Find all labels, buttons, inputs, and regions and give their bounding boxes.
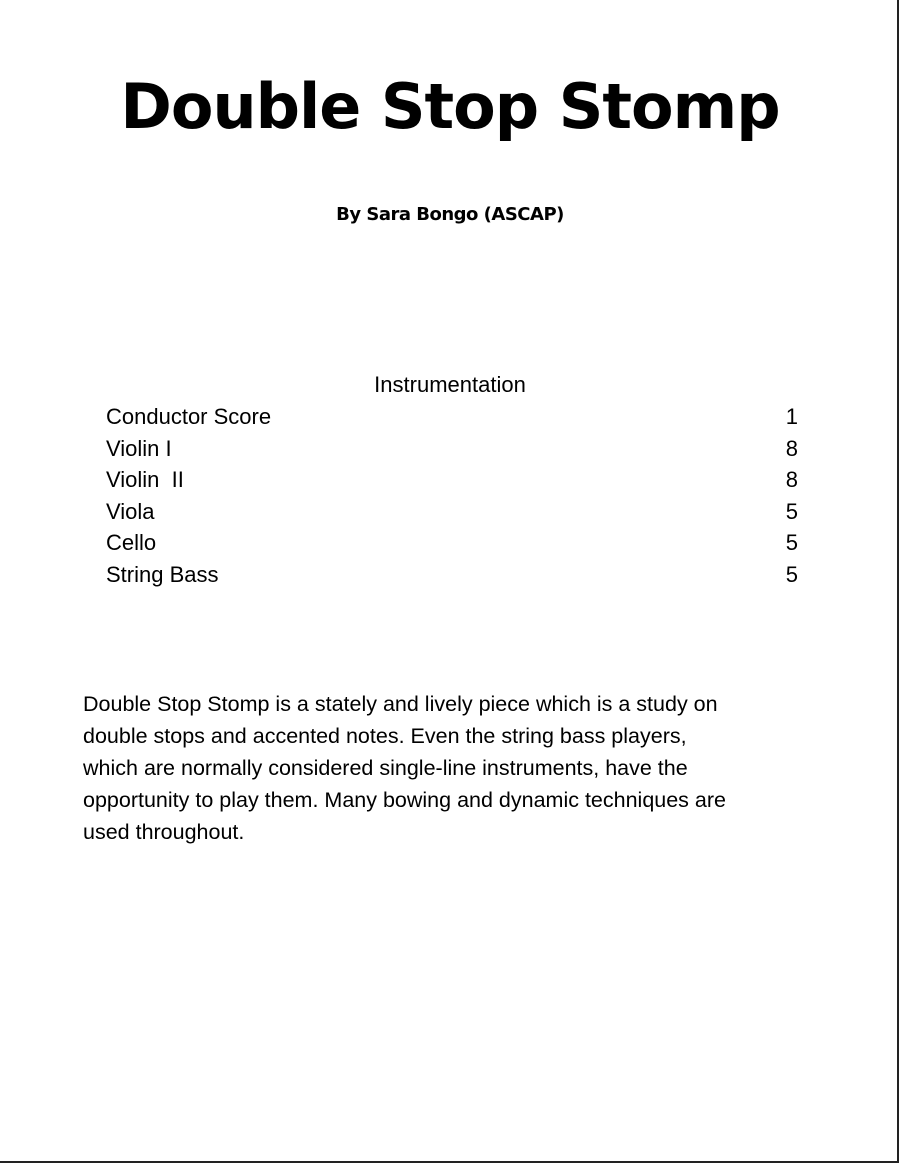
instrument-count: 1: [785, 404, 798, 429]
instrumentation-heading: Instrumentation: [374, 372, 526, 397]
instrument-name: Viola: [106, 498, 155, 524]
instrument-count: 5: [785, 530, 798, 555]
composer-byline: By Sara Bongo (ASCAP): [336, 204, 564, 225]
instrument-count: 8: [785, 467, 798, 492]
instrumentation-list: [106, 401, 798, 590]
piece-description: Double Stop Stomp is a stately and lively piece which is a study on double stops and accented notes. Even the string bass players, which are normally considered single-line instruments, have the opportunity to play them. Many bowing and dynamic techniques are used throughout.: [83, 692, 726, 844]
instrumentation-row: [106, 496, 798, 528]
instrument-name: Conductor Score: [106, 404, 272, 429]
instrumentation-row: [106, 527, 798, 559]
instrumentation-row: [106, 464, 798, 496]
instrument-count: 5: [785, 498, 798, 524]
instrument-count: 8: [785, 435, 798, 461]
instrumentation-row: [106, 559, 798, 591]
instrumentation-row: [106, 433, 798, 465]
instrument-name: Violin I: [106, 435, 172, 461]
instrument-name: Violin II: [106, 467, 184, 492]
instrument-count: 5: [785, 561, 798, 587]
document-title: Double Stop Stomp: [120, 70, 780, 143]
instrument-name: String Bass: [106, 561, 219, 587]
instrument-name: Cello: [106, 530, 157, 555]
instrumentation-row: [106, 401, 798, 433]
